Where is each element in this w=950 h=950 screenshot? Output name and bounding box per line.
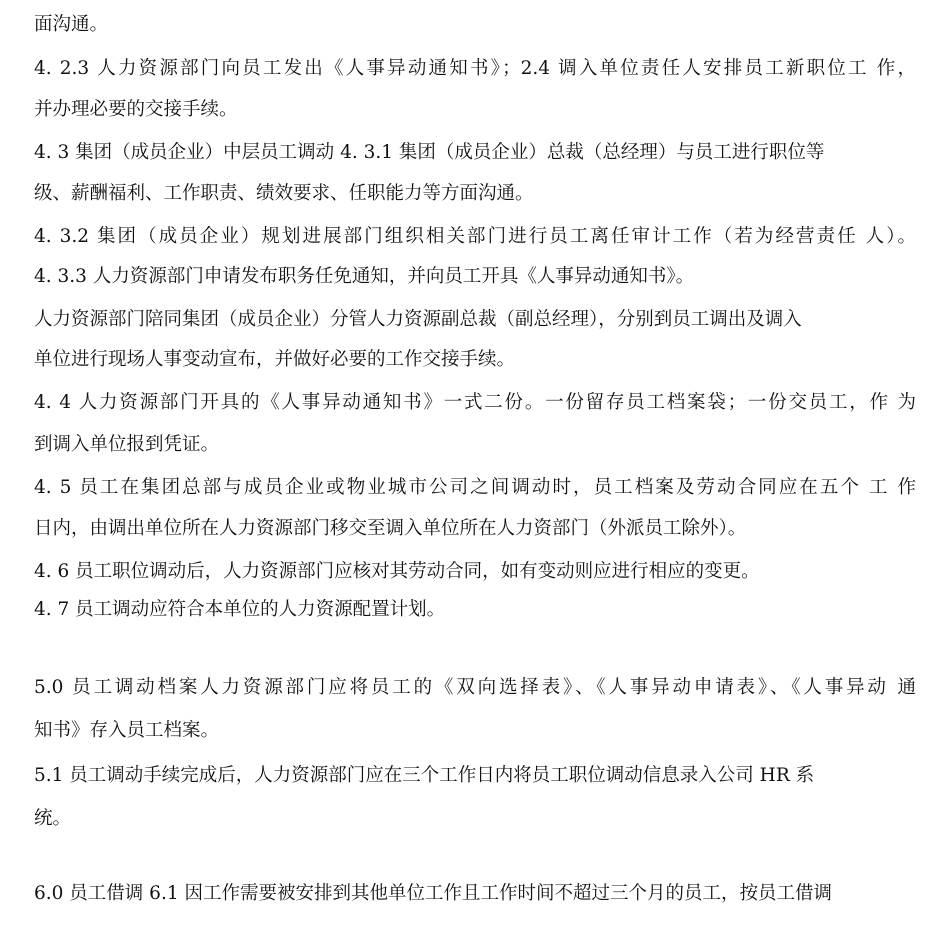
text-line: 知书》存入员工档案。 bbox=[34, 720, 220, 741]
text-line: 4. 4 人力资源部门开具的《人事异动通知书》一式二份。一份留存员工档案袋；一份交员工，作 为 bbox=[34, 392, 916, 413]
text-line: 4. 7 员工调动应符合本单位的人力资源配置计划。 bbox=[34, 599, 446, 620]
text-line: 面沟通。 bbox=[34, 14, 109, 35]
text-line: 4. 2.3 人力资源部门向员工发出《人事异动通知书》；2.4 调入单位责任人安排员工新职位工 作， bbox=[34, 58, 916, 79]
text-line: 4. 5 员工在集团总部与成员企业或物业城市公司之间调动时，员工档案及劳动合同应在五个 工 作 bbox=[34, 477, 916, 498]
text-line: 并办理必要的交接手续。 bbox=[34, 99, 238, 120]
text-line: 日内，由调出单位所在人力资源部门移交至调入单位所在人力资部门（外派员工除外）。 bbox=[34, 518, 747, 539]
text-line: 到调入单位报到凭证。 bbox=[34, 434, 220, 455]
text-line: 4. 3.2 集团（成员企业）规划进展部门组织相关部门进行员工离任审计工作（若为经营责任 人）。 bbox=[34, 226, 916, 247]
text-line: 4. 6 员工职位调动后，人力资源部门应核对其劳动合同，如有变动则应进行相应的变更。 bbox=[34, 561, 760, 582]
text-line: 6.0 员工借调 6.1 因工作需要被安排到其他单位工作且工作时间不超过三个月的员工，按员工借调 bbox=[34, 883, 832, 904]
text-line: 人力资源部门陪同集团（成员企业）分管人力资源副总裁（副总经理），分别到员工调出及调入 bbox=[34, 309, 802, 330]
text-line: 级、薪酬福利、工作职责、绩效要求、任职能力等方面沟通。 bbox=[34, 183, 534, 204]
text-line: 4. 3 集团（成员企业）中层员工调动 4. 3.1 集团（成员企业）总裁（总经理）与员工进行职位等 bbox=[34, 142, 825, 163]
text-line: 4. 3.3 人力资源部门申请发布职务任免通知，并向员工开具《人事异动通知书》。 bbox=[34, 266, 695, 287]
text-line: 单位进行现场人事变动宣布，并做好必要的工作交接手续。 bbox=[34, 349, 516, 370]
text-line: 5.1 员工调动手续完成后，人力资源部门应在三个工作日内将员工职位调动信息录入公司 HR 系 bbox=[34, 765, 815, 786]
text-line: 统。 bbox=[34, 808, 72, 829]
text-line: 5.0 员工调动档案人力资源部门应将员工的《双向选择表》、《人事异动申请表》、《人事异动 通 bbox=[34, 677, 916, 698]
